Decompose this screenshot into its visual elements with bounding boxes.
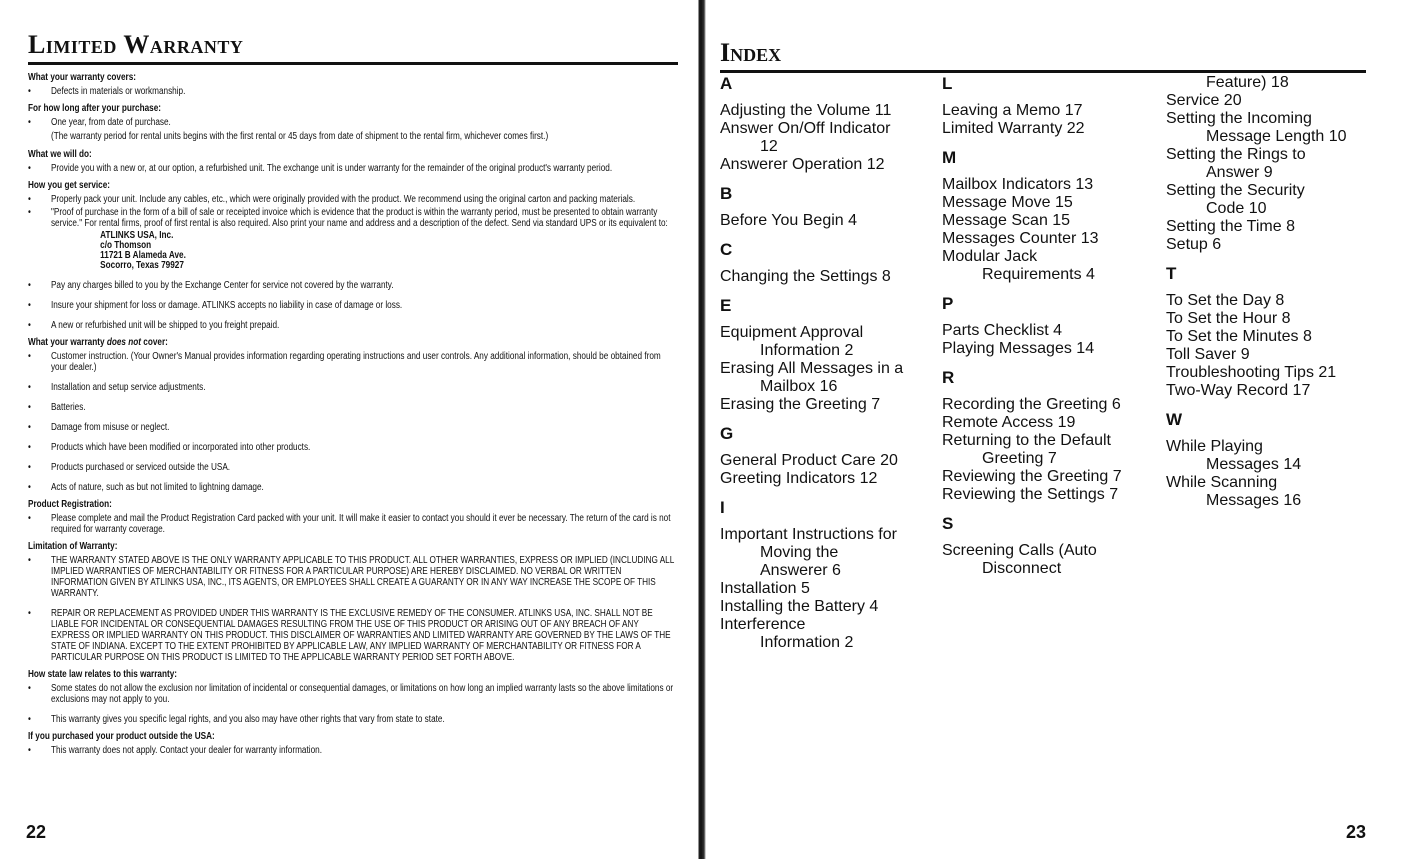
- index-entry: Message Length 10: [1206, 128, 1347, 145]
- index-entry: Limited Warranty 22: [942, 120, 1085, 137]
- index-entry: Recording the Greeting 6: [942, 396, 1121, 413]
- service-address: [28, 231, 677, 271]
- section-heading: If you purchased your product outside the USA:: [28, 731, 215, 742]
- index-entry: Feature) 18: [1206, 74, 1289, 91]
- index-entry: Modular Jack: [942, 248, 1038, 265]
- index-letter: L: [942, 74, 953, 93]
- index-entry: While Scanning: [1166, 474, 1278, 491]
- bullet-item: • Batteries.: [28, 402, 677, 413]
- index-entry: Message Move 15: [942, 194, 1073, 211]
- index-letter: W: [1166, 410, 1183, 429]
- warranty-body: [28, 68, 677, 758]
- index-entry: Setting the Incoming: [1166, 110, 1312, 127]
- bullet-item: • One year, from date of purchase.: [28, 117, 677, 128]
- page-number: 22: [26, 822, 47, 842]
- bullet-item: • A new or refurbished unit will be shipped to you freight prepaid.: [28, 320, 677, 331]
- index-entry: Returning to the Default: [942, 432, 1111, 449]
- page-number: 23: [1345, 822, 1366, 842]
- index-letter: B: [720, 184, 733, 203]
- index-entry: While Playing: [1166, 438, 1263, 455]
- index-entry: Setting the Security: [1166, 182, 1305, 199]
- bullet-item: • Damage from misuse or neglect.: [28, 422, 677, 433]
- index-entry: Erasing the Greeting 7: [720, 396, 881, 413]
- index-entry: Two-Way Record 17: [1166, 382, 1311, 399]
- index-entry: Interference: [720, 616, 806, 633]
- note-text: (The warranty period for rental units begins with the first rental or 45 days from date of shipment to the rental firm, whichever comes first.): [50, 131, 549, 142]
- index-entry: Equipment Approval: [720, 324, 864, 341]
- index-entry: Leaving a Memo 17: [942, 102, 1083, 119]
- index-entry: Messages 14: [1206, 456, 1302, 473]
- title-rule: [28, 62, 678, 65]
- section-heading: What we will do:: [28, 149, 92, 160]
- index-entry: Greeting Indicators 12: [720, 470, 878, 487]
- index-letter: T: [1166, 264, 1177, 283]
- bullet-item: • "Proof of purchase in the form of a bill of sale or receipted invoice which is evidence that the product is within the warranty period, must be presented to obtain warranty service." For rental firms, proof of first rental is also required. Also print your name and address and a description of the defect. Send via standard UPS or its equivalent to:: [28, 207, 677, 229]
- index-entry: Setting the Time 8: [1166, 218, 1295, 235]
- index-entry: Installation 5: [720, 580, 810, 597]
- index-title: Index: [720, 38, 782, 67]
- index-entry: Answer 9: [1206, 164, 1273, 181]
- index-column: [720, 74, 930, 652]
- bullet-item: • Properly pack your unit. Include any cables, etc., which were originally provided with the product. We recommend using the original carton and packing materials.: [28, 194, 677, 205]
- index-entry: General Product Care 20: [720, 452, 898, 469]
- section-heading: What your warranty covers:: [28, 72, 137, 83]
- index-entry: Answerer Operation 12: [720, 156, 885, 173]
- index-entry: Mailbox 16: [760, 378, 838, 395]
- left-page: [0, 0, 696, 859]
- bullet-item: • Please complete and mail the Product Registration Card packed with your unit. It will make it easier to contact you should it ever be necessary. The return of the card is not required for warranty coverage.: [28, 513, 677, 535]
- index-entry: Greeting 7: [982, 450, 1057, 467]
- index-letter: C: [720, 240, 733, 259]
- title-rule: [720, 70, 1366, 73]
- index-entry: Parts Checklist 4: [942, 322, 1063, 339]
- section-heading: Product Registration:: [28, 499, 112, 510]
- index-entry: To Set the Day 8: [1166, 292, 1285, 309]
- index-entry: Messages 16: [1206, 492, 1302, 509]
- page-title: Limited Warranty: [28, 30, 244, 59]
- index-letter: I: [720, 498, 725, 517]
- index-entry: Changing the Settings 8: [720, 268, 891, 285]
- bullet-item: • This warranty does not apply. Contact your dealer for warranty information.: [28, 745, 677, 756]
- address-line: ATLINKS USA, Inc.: [100, 230, 174, 241]
- index-entry: Requirements 4: [982, 266, 1095, 283]
- section-heading: [28, 333, 677, 349]
- bullet-item: • Customer instruction. (Your Owner's Manual provides information regarding operating instructions and user controls. Any additional information, should be obtained from your dealer.): [28, 351, 677, 373]
- bullet-item: • Products purchased or serviced outside the USA.: [28, 462, 677, 473]
- index-letter: R: [942, 368, 955, 387]
- index-entry: Troubleshooting Tips 21: [1166, 364, 1337, 381]
- heading-part: cover:: [141, 337, 168, 348]
- page-gutter: [696, 0, 706, 859]
- index-entry: Moving the: [760, 544, 839, 561]
- section-heading: How you get service:: [28, 180, 111, 191]
- index-letter: A: [720, 74, 733, 93]
- bullet-item: • Defects in materials or workmanship.: [28, 86, 677, 97]
- index-entry: To Set the Minutes 8: [1166, 328, 1312, 345]
- index-entry: Toll Saver 9: [1166, 346, 1250, 363]
- index-entry: Code 10: [1206, 200, 1267, 217]
- bullet-item: • REPAIR OR REPLACEMENT AS PROVIDED UNDER THIS WARRANTY IS THE EXCLUSIVE REMEDY OF THE CONSUMER. ATLINKS USA, INC. SHALL NOT BE LIABLE FOR INCIDENTAL OR CONSEQUENTIAL DAMAGES RESULTING FROM THE USE OF THIS PRODUCT OR ARISING OUT OF ANY BREACH OF ANY EXPRESS OR IMPLIED WARRANTY ON THIS PRODUCT. THIS DISCLAIMER OF WARRANTIES AND LIMITED WARRANTY ARE GOVERNED BY THE LAWS OF THE STATE OF INDIANA. EXCEPT TO THE EXTENT PROHIBITED BY APPLICABLE LAW, ANY IMPLIED WARRANTY OF MERCHANTABILITY OR FITNESS FOR A PARTICULAR PURPOSE ON THIS PRODUCT IS LIMITED TO THE APPLICABLE WARRANTY PERIOD SET FORTH ABOVE.: [28, 608, 677, 663]
- bullet-item: • THE WARRANTY STATED ABOVE IS THE ONLY WARRANTY APPLICABLE TO THIS PRODUCT. ALL OTHER WARRANTIES, EXPRESS OR IMPLIED (INCLUDING ALL IMPLIED WARRANTIES OF MERCHANTABILITY OR FITNESS FOR A PARTICULAR PURPOSE) ARE HEREBY DISCLAIMED. NO VERBAL OR WRITTEN INFORMATION GIVEN BY ATLINKS USA, INC., ITS AGENTS, OR EMPLOYEES SHALL CREATE A GUARANTY OR IN ANY WAY INCREASE THE SCOPE OF THIS WARRANTY.: [28, 555, 677, 599]
- index-entry: Disconnect: [982, 560, 1062, 577]
- bullet-item: • Provide you with a new or, at our option, a refurbished unit. The exchange unit is under warranty for the remainder of the original product's warranty period.: [28, 163, 677, 174]
- index-column: [1166, 74, 1386, 510]
- index-letter: P: [942, 294, 954, 313]
- index-entry: Adjusting the Volume 11: [720, 102, 892, 119]
- index-entry: Erasing All Messages in a: [720, 360, 904, 377]
- index-entry: Answerer 6: [760, 562, 841, 579]
- section-heading: How state law relates to this warranty:: [28, 669, 178, 680]
- index-letter: M: [942, 148, 957, 167]
- bullet-item: • This warranty gives you specific legal rights, and you also may have other rights that vary from state to state.: [28, 714, 677, 725]
- index-entry: Reviewing the Greeting 7: [942, 468, 1122, 485]
- index-entry: Before You Begin 4: [720, 212, 858, 229]
- index-entry: Installing the Battery 4: [720, 598, 879, 615]
- index-entry: 12: [760, 138, 778, 155]
- right-page: [706, 0, 1426, 859]
- index-letter: E: [720, 296, 732, 315]
- index-entry: Screening Calls (Auto: [942, 542, 1097, 559]
- index-entry: Setting the Rings to: [1166, 146, 1306, 163]
- section-heading: For how long after your purchase:: [28, 103, 162, 114]
- bullet-item: • Acts of nature, such as but not limited to lightning damage.: [28, 482, 677, 493]
- index-entry: Information 2: [760, 634, 854, 651]
- address-line: c/o Thomson: [100, 240, 152, 251]
- index-letter: G: [720, 424, 734, 443]
- address-line: 11721 B Alameda Ave.: [100, 250, 186, 261]
- index-entry: Setup 6: [1166, 236, 1222, 253]
- address-line: Socorro, Texas 79927: [100, 260, 184, 271]
- bullet-item: • Installation and setup service adjustments.: [28, 382, 677, 393]
- bullet-item: • Insure your shipment for loss or damage. ATLINKS accepts no liability in case of damage or loss.: [28, 300, 677, 311]
- index-entry: Remote Access 19: [942, 414, 1076, 431]
- index-letter: S: [942, 514, 954, 533]
- bullet-item: • Some states do not allow the exclusion nor limitation of incidental or consequential damages, or limitations on how long an implied warranty lasts so the above limitations or exclusions may not apply to you.: [28, 683, 677, 705]
- index-entry: Message Scan 15: [942, 212, 1071, 229]
- index-entry: Answer On/Off Indicator: [720, 120, 891, 137]
- index-entry: Information 2: [760, 342, 854, 359]
- index-entry: Messages Counter 13: [942, 230, 1099, 247]
- index-column: [942, 74, 1152, 578]
- bullet-item: • Pay any charges billed to you by the Exchange Center for service not covered by the warranty.: [28, 280, 677, 291]
- index-entry: Service 20: [1166, 92, 1242, 109]
- index-entry: To Set the Hour 8: [1166, 310, 1291, 327]
- bullet-item: • Products which have been modified or incorporated into other products.: [28, 442, 677, 453]
- heading-emphasis: does not: [106, 337, 142, 348]
- section-heading: Limitation of Warranty:: [28, 541, 118, 552]
- heading-part: What your warranty: [28, 337, 107, 348]
- index-entry: Reviewing the Settings 7: [942, 486, 1119, 503]
- index-entry: Mailbox Indicators 13: [942, 176, 1094, 193]
- index-entry: Playing Messages 14: [942, 340, 1095, 357]
- index-entry: Important Instructions for: [720, 526, 897, 543]
